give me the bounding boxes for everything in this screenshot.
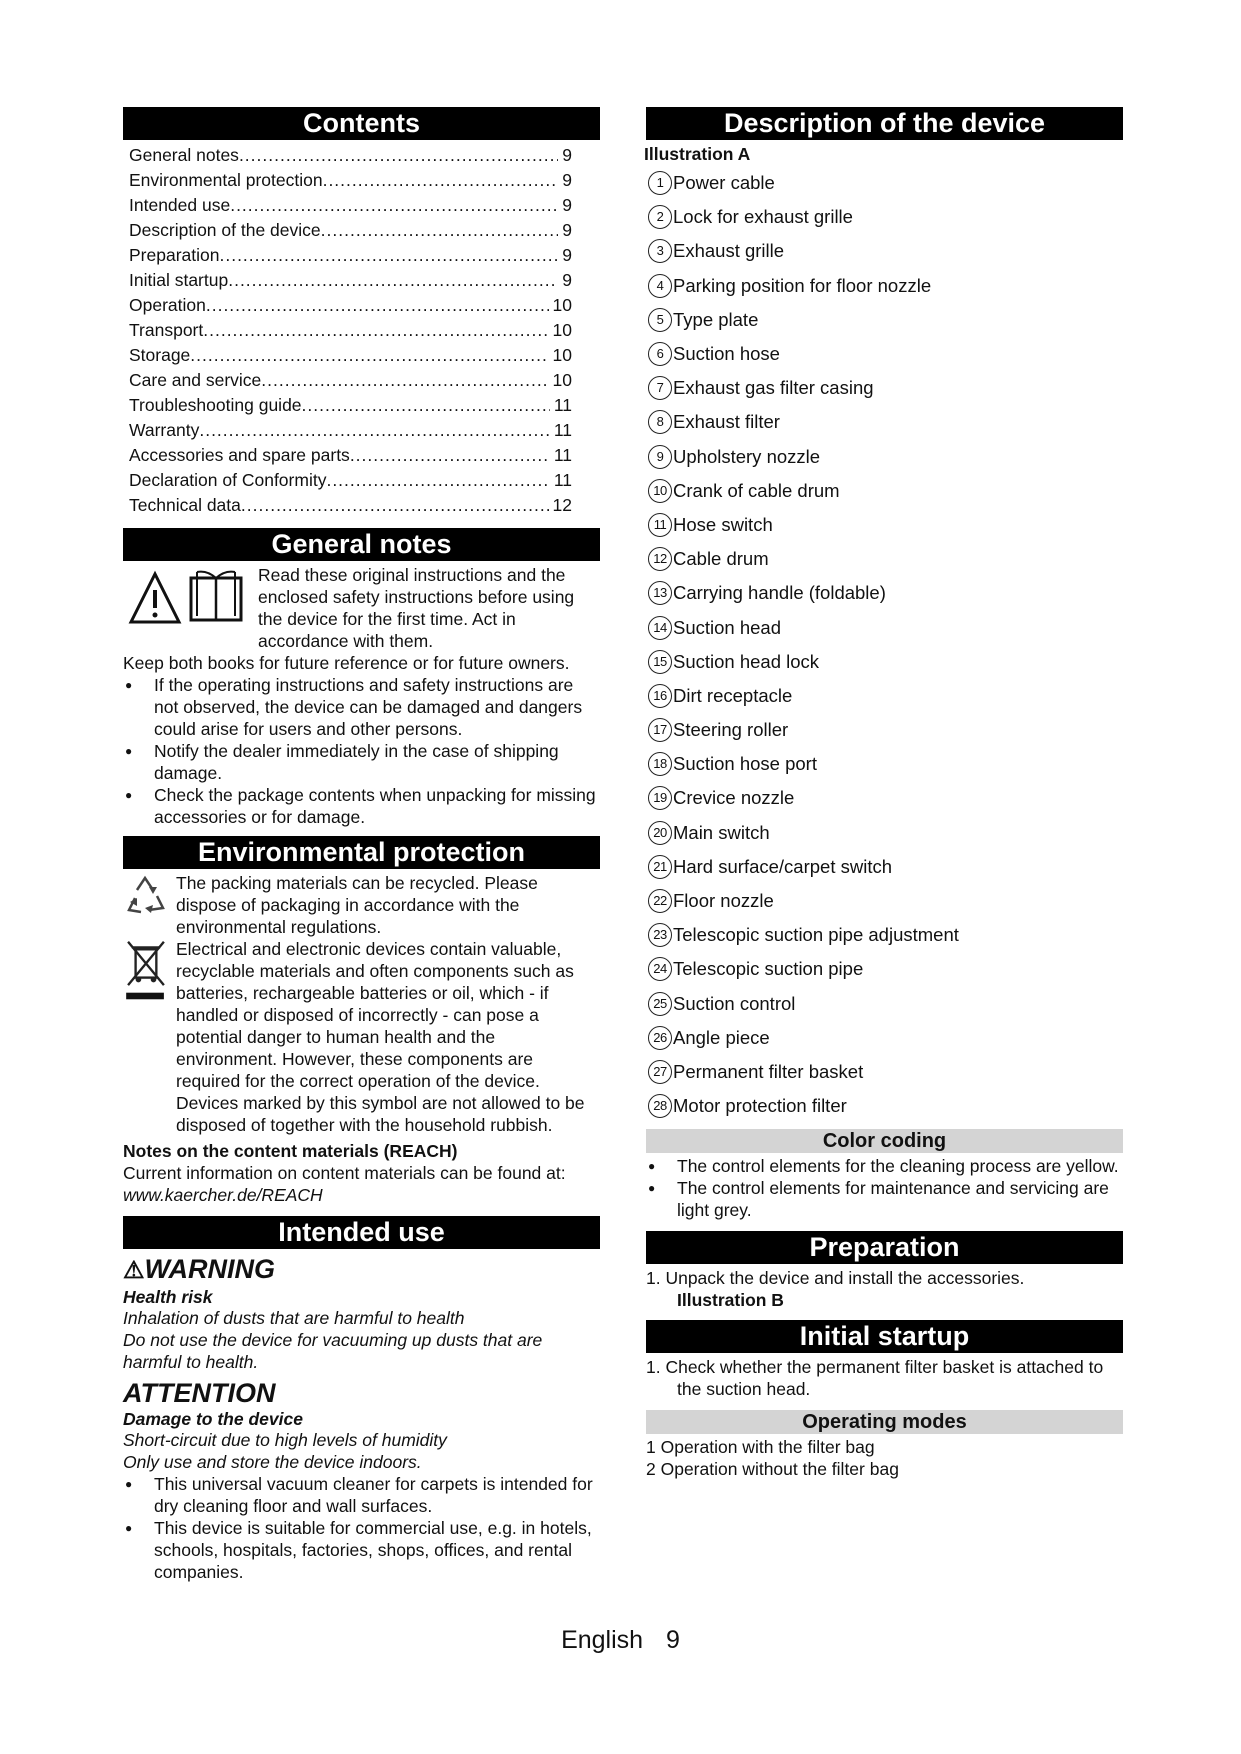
recycle-icon (123, 874, 168, 919)
part-label: Main switch (673, 821, 770, 843)
toc-label: Technical data (129, 495, 241, 515)
description-heading: Description of the device (646, 107, 1123, 140)
toc-page: 9 (562, 270, 572, 290)
part-number-badge: 7 (648, 376, 672, 400)
toc-row[interactable] (123, 218, 600, 243)
part-number-badge: 5 (648, 308, 672, 332)
part-number-badge: 9 (648, 445, 672, 469)
part-label: Hard surface/carpet switch (673, 855, 893, 877)
device-part-item (646, 576, 1123, 610)
bullet-item: ● This device is suitable for commercial use, e.g. in hotels, schools, hospitals, factories, shops, offices, and rental companies. (123, 1517, 600, 1583)
toc-page: 11 (553, 395, 572, 415)
general-notes-intro: Read these original instructions and the enclosed safety instructions before using the device for the first time. Act in accordance with them. (258, 565, 575, 651)
part-label: Telescopic suction pipe (673, 958, 864, 980)
toc-row[interactable] (123, 193, 600, 218)
attention-subheading: Damage to the device (123, 1409, 303, 1429)
device-part-item (646, 371, 1123, 405)
warning-line-2: Do not use the device for vacuuming up dusts that are harmful to health. (123, 1330, 543, 1372)
left-column (123, 107, 600, 1583)
part-label: Dirt receptacle (673, 684, 793, 706)
preparation-heading: Preparation (646, 1231, 1123, 1264)
device-part-item (646, 166, 1123, 200)
part-number-badge: 22 (648, 889, 672, 913)
toc-row[interactable] (123, 168, 600, 193)
part-label: Exhaust grille (673, 240, 785, 262)
toc-label: Description of the device (129, 220, 321, 240)
part-number-badge: 12 (648, 547, 672, 571)
device-part-item (646, 610, 1123, 644)
device-part-item (646, 508, 1123, 542)
part-label: Steering roller (673, 719, 789, 741)
part-number-badge: 10 (648, 479, 672, 503)
bullet-item: ● The control elements for the cleaning process are yellow. (646, 1155, 1123, 1177)
weee-text-indented (123, 938, 600, 1136)
device-part-item (646, 1021, 1123, 1055)
toc-row[interactable] (123, 418, 600, 443)
toc-leader (350, 443, 550, 468)
part-label: Carrying handle (foldable) (673, 582, 886, 604)
toc-leader (261, 368, 548, 393)
device-part-item (646, 713, 1123, 747)
intended-use-heading: Intended use (123, 1216, 600, 1249)
part-label: Suction hose port (673, 753, 817, 775)
part-label: Angle piece (673, 1026, 770, 1048)
initial-startup-heading: Initial startup (646, 1320, 1123, 1353)
operating-modes-heading: Operating modes (646, 1410, 1123, 1434)
preparation-step-1: 1. Unpack the device and install the accessories. (646, 1268, 1025, 1289)
toc-label: Care and service (129, 370, 262, 390)
part-number-badge: 2 (648, 205, 672, 229)
toc-leader (323, 168, 559, 193)
toc-row[interactable] (123, 318, 600, 343)
part-label: Type plate (673, 308, 759, 330)
attention-line-1: Short-circuit due to high levels of humidity (123, 1430, 447, 1450)
part-number-badge: 14 (648, 616, 672, 640)
toc-label: Initial startup (129, 270, 229, 290)
bullet-item: ● Notify the dealer immediately in the case of shipping damage. (123, 740, 600, 784)
footer-page-number: 9 (666, 1626, 680, 1654)
color-coding-bullets (646, 1155, 1123, 1221)
reach-text: Current information on content materials can be found at: (123, 1163, 566, 1183)
environmental-heading: Environmental protection (123, 836, 600, 869)
bullet-item: ● If the operating instructions and safety instructions are not observed, the device can be damaged and dangers could arise for users and other persons. (123, 674, 600, 740)
toc-page: 12 (552, 495, 572, 515)
right-column (646, 107, 1123, 1480)
toc-page: 10 (552, 320, 572, 340)
toc-leader (206, 293, 549, 318)
toc-label: Declaration of Conformity (129, 470, 327, 490)
toc-row[interactable] (123, 493, 600, 518)
part-number-badge: 24 (648, 957, 672, 981)
part-number-badge: 1 (648, 171, 672, 195)
device-part-item (646, 781, 1123, 815)
warning-label-row (123, 1253, 600, 1287)
part-number-badge: 19 (648, 786, 672, 810)
initial-startup-step-1: 1. Check whether the permanent filter basket is attached to the suction head. (646, 1357, 1104, 1400)
toc-row[interactable] (123, 443, 600, 468)
general-notes-heading: General notes (123, 528, 600, 561)
part-number-badge: 20 (648, 821, 672, 845)
toc-page: 11 (553, 445, 572, 465)
warning-and-manual-icon (127, 568, 247, 624)
table-of-contents (123, 143, 600, 518)
attention-line-2: Only use and store the device indoors. (123, 1452, 422, 1472)
device-part-item (646, 234, 1123, 268)
weee-block (123, 938, 600, 1136)
part-label: Floor nozzle (673, 890, 774, 912)
toc-label: Preparation (129, 245, 220, 265)
toc-label: Troubleshooting guide (129, 395, 302, 415)
toc-label: Accessories and spare parts (129, 445, 350, 465)
toc-row[interactable] (123, 268, 600, 293)
toc-row[interactable] (123, 143, 600, 168)
device-part-item (646, 645, 1123, 679)
device-part-item (646, 850, 1123, 884)
page-footer (0, 1626, 1241, 1655)
reach-heading: Notes on the content materials (REACH) (123, 1141, 458, 1161)
crossed-bin-icon (123, 938, 168, 1004)
device-part-item (646, 747, 1123, 781)
toc-page: 9 (562, 170, 572, 190)
operating-mode-1: 1 Operation with the filter bag (646, 1437, 875, 1458)
toc-leader (241, 493, 549, 518)
toc-row[interactable] (123, 468, 600, 493)
part-number-badge: 23 (648, 923, 672, 947)
part-number-badge: 3 (648, 239, 672, 263)
part-number-badge: 15 (648, 650, 672, 674)
part-label: Exhaust filter (673, 411, 780, 433)
general-notes-intro-block (123, 564, 600, 652)
device-part-item (646, 303, 1123, 337)
toc-leader (199, 418, 549, 443)
part-number-badge: 11 (648, 513, 672, 537)
bullet-item: ● This universal vacuum cleaner for carpets is intended for dry cleaning floor and wall surfaces. (123, 1473, 600, 1517)
toc-label: General notes (129, 145, 239, 165)
part-label: Crevice nozzle (673, 787, 795, 809)
toc-page: 10 (552, 370, 572, 390)
color-coding-heading: Color coding (646, 1129, 1123, 1153)
warning-line-1: Inhalation of dusts that are harmful to health (123, 1308, 465, 1328)
part-number-badge: 27 (648, 1060, 672, 1084)
toc-page: 11 (553, 470, 572, 490)
toc-label: Intended use (129, 195, 231, 215)
part-number-badge: 26 (648, 1026, 672, 1050)
general-notes-bullets (123, 674, 600, 828)
part-label: Motor protection filter (673, 1095, 847, 1117)
toc-page: 9 (562, 145, 572, 165)
toc-page: 9 (562, 220, 572, 240)
toc-label: Environmental protection (129, 170, 323, 190)
device-part-item (646, 440, 1123, 474)
device-part-item (646, 987, 1123, 1021)
contents-heading: Contents (123, 107, 600, 140)
reach-link[interactable]: www.kaercher.de/REACH (123, 1185, 323, 1205)
toc-row[interactable] (123, 343, 600, 368)
toc-leader (321, 218, 559, 243)
part-number-badge: 16 (648, 684, 672, 708)
device-part-item (646, 952, 1123, 986)
toc-label: Transport (129, 320, 204, 340)
device-part-item (646, 1055, 1123, 1089)
toc-page: 10 (552, 295, 572, 315)
part-label: Suction control (673, 992, 796, 1014)
part-label: Permanent filter basket (673, 1060, 864, 1082)
device-part-item (646, 816, 1123, 850)
bullet-item: ● Check the package contents when unpacking for missing accessories or for damage. (123, 784, 600, 828)
attention-label: ATTENTION (123, 1378, 276, 1408)
toc-row[interactable] (123, 393, 600, 418)
part-number-badge: 28 (648, 1094, 672, 1118)
toc-page: 9 (562, 195, 572, 215)
toc-label: Operation (129, 295, 206, 315)
part-label: Power cable (673, 172, 775, 194)
device-part-item (646, 337, 1123, 371)
device-part-item (646, 542, 1123, 576)
device-parts-list (646, 166, 1123, 1123)
part-label: Hose switch (673, 513, 773, 535)
part-number-badge: 13 (648, 581, 672, 605)
toc-row[interactable] (123, 293, 600, 318)
part-number-badge: 8 (648, 410, 672, 434)
part-number-badge: 21 (648, 855, 672, 879)
warning-triangle-icon: ⚠ (123, 1257, 145, 1284)
recycle-block (123, 872, 600, 938)
part-label: Crank of cable drum (673, 479, 840, 501)
device-part-item (646, 474, 1123, 508)
toc-leader (190, 343, 548, 368)
part-label: Suction head (673, 616, 782, 638)
footer-language: English (561, 1626, 644, 1654)
bullet-item: ● The control elements for maintenance and servicing are light grey. (646, 1177, 1123, 1221)
weee-text: Electrical and electronic devices contain valuable, recyclable materials and often components such as batteries, rechargeable batteries or oil, which - if handled or disposed of incorrectly - can pose a potential danger to human health and the environment. However, these components are required for the correct operation of the device. Devices marked by this symbol are not allowed to be disposed of together with the household rubbish. (176, 939, 585, 1135)
toc-leader (302, 393, 550, 418)
part-label: Suction hose (673, 343, 780, 365)
toc-leader (203, 318, 548, 343)
toc-leader (230, 193, 558, 218)
recycle-text: The packing materials can be recycled. Please dispose of packaging in accordance with the environmental regulations. (176, 873, 538, 937)
device-part-item (646, 269, 1123, 303)
part-number-badge: 6 (648, 342, 672, 366)
toc-page: 11 (553, 420, 572, 440)
general-notes-keep: Keep both books for future reference or for future owners. (123, 653, 570, 673)
device-part-item (646, 200, 1123, 234)
part-number-badge: 17 (648, 718, 672, 742)
toc-page: 10 (552, 345, 572, 365)
part-label: Cable drum (673, 548, 769, 570)
part-number-badge: 4 (648, 274, 672, 298)
part-label: Parking position for floor nozzle (673, 274, 932, 296)
device-part-item (646, 679, 1123, 713)
toc-row[interactable] (123, 243, 600, 268)
device-part-item (646, 1089, 1123, 1123)
operating-mode-2: 2 Operation without the filter bag (646, 1459, 899, 1480)
toc-label: Storage (129, 345, 191, 365)
toc-leader (228, 268, 558, 293)
part-label: Suction head lock (673, 650, 820, 672)
part-label: Lock for exhaust grille (673, 206, 853, 228)
illustration-a-label: Illustration A (644, 144, 751, 164)
warning-subheading: Health risk (123, 1287, 213, 1307)
part-number-badge: 25 (648, 992, 672, 1016)
device-part-item (646, 884, 1123, 918)
toc-row[interactable] (123, 368, 600, 393)
part-label: Upholstery nozzle (673, 445, 821, 467)
part-number-badge: 18 (648, 752, 672, 776)
warning-label: WARNING (144, 1254, 276, 1284)
intended-use-bullets (123, 1473, 600, 1583)
toc-leader (239, 143, 558, 168)
toc-leader (219, 243, 558, 268)
device-part-item (646, 918, 1123, 952)
part-label: Exhaust gas filter casing (673, 377, 874, 399)
toc-page: 9 (562, 245, 572, 265)
toc-leader (326, 468, 549, 493)
illustration-b-label: Illustration B (677, 1290, 784, 1311)
part-label: Telescopic suction pipe adjustment (673, 924, 959, 946)
device-part-item (646, 405, 1123, 439)
toc-label: Warranty (129, 420, 200, 440)
reach-paragraph (123, 1162, 600, 1206)
